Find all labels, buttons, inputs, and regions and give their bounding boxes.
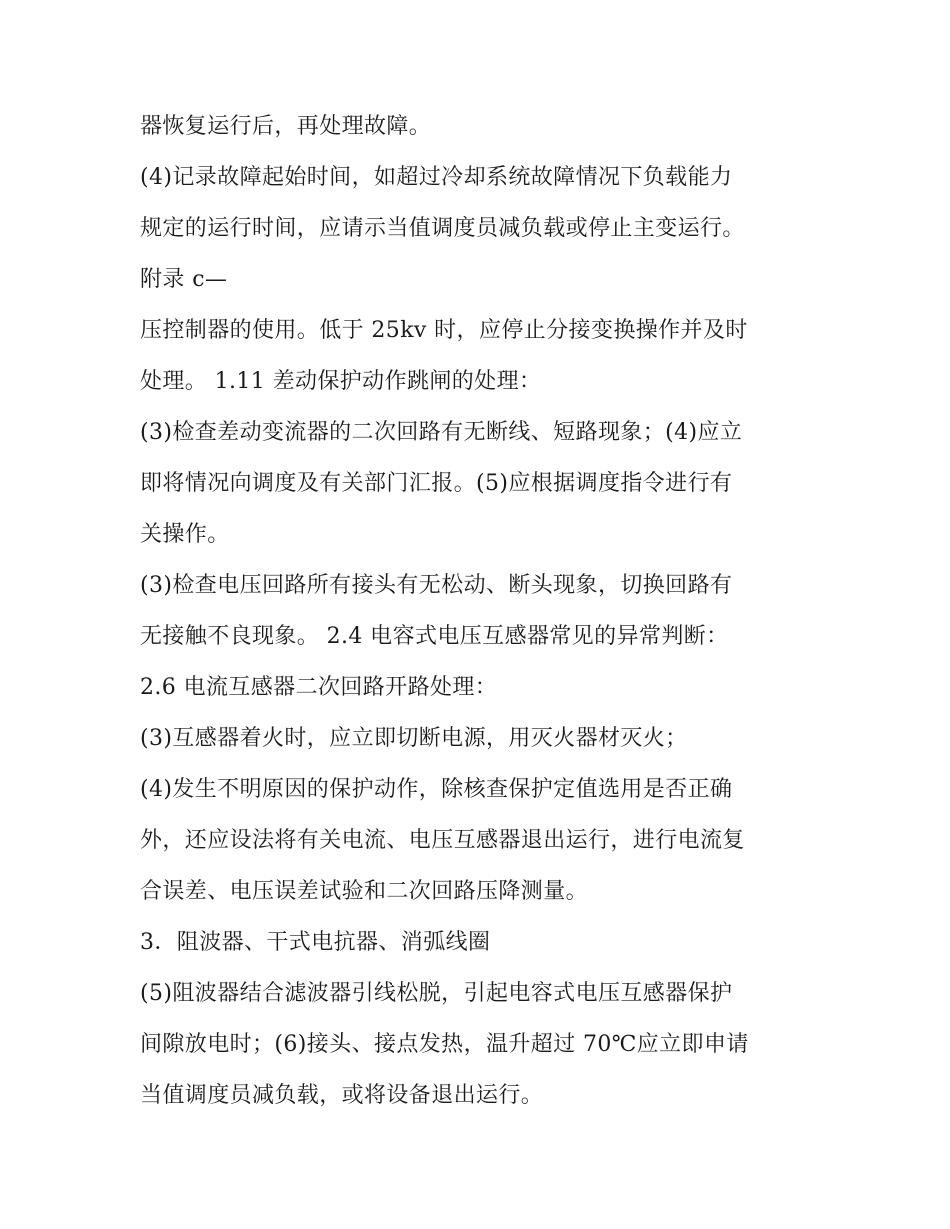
text-line: 当值调度员减负载，或将设备退出运行。 — [140, 1083, 544, 1108]
text-line: (3)检查电压回路所有接头有无松动、断头现象，切换回路有 — [140, 573, 733, 598]
text-line: 间隙放电时；(6)接头、接点发热，温升超过 70℃应立即申请 — [140, 1032, 749, 1057]
text-line: 2.6 电流互感器二次回路开路处理： — [140, 675, 498, 700]
text-line: 规定的运行时间，应请示当值调度员减负载或停止主变运行。 — [140, 216, 745, 241]
text-line: 处理。 1.11 差动保护动作跳闸的处理： — [140, 369, 542, 394]
text-line: 附录 c— — [140, 267, 228, 292]
text-line: 器恢复运行后，再处理故障。 — [140, 114, 432, 139]
text-line: (5)阻波器结合滤波器引线松脱，引起电容式电压互感器保护 — [140, 981, 733, 1006]
text-line: 合误差、电压误差试验和二次回路压降测量。 — [140, 879, 589, 904]
text-line: 压控制器的使用。低于 25kv 时，应停止分接变换操作并及时 — [140, 318, 748, 343]
text-line: 关操作。 — [140, 522, 230, 547]
text-line: (3)互感器着火时，应立即切断电源，用灭火器材灭火； — [140, 726, 688, 751]
text-line: (4)记录故障起始时间，如超过冷却系统故障情况下负载能力 — [140, 165, 733, 190]
text-line: (4)发生不明原因的保护动作，除核查保护定值选用是否正确 — [140, 777, 733, 802]
text-line: (3)检查差动变流器的二次回路有无断线、短路现象；(4)应立 — [140, 420, 743, 445]
text-line: 3．阻波器、干式电抗器、消弧线圈 — [140, 930, 491, 955]
text-line: 即将情况向调度及有关部门汇报。(5)应根据调度指令进行有 — [140, 471, 733, 496]
text-line: 外，还应设法将有关电流、电压互感器退出运行，进行电流复 — [140, 828, 745, 853]
text-line: 无接触不良现象。 2.4 电容式电压互感器常见的异常判断： — [140, 624, 729, 649]
